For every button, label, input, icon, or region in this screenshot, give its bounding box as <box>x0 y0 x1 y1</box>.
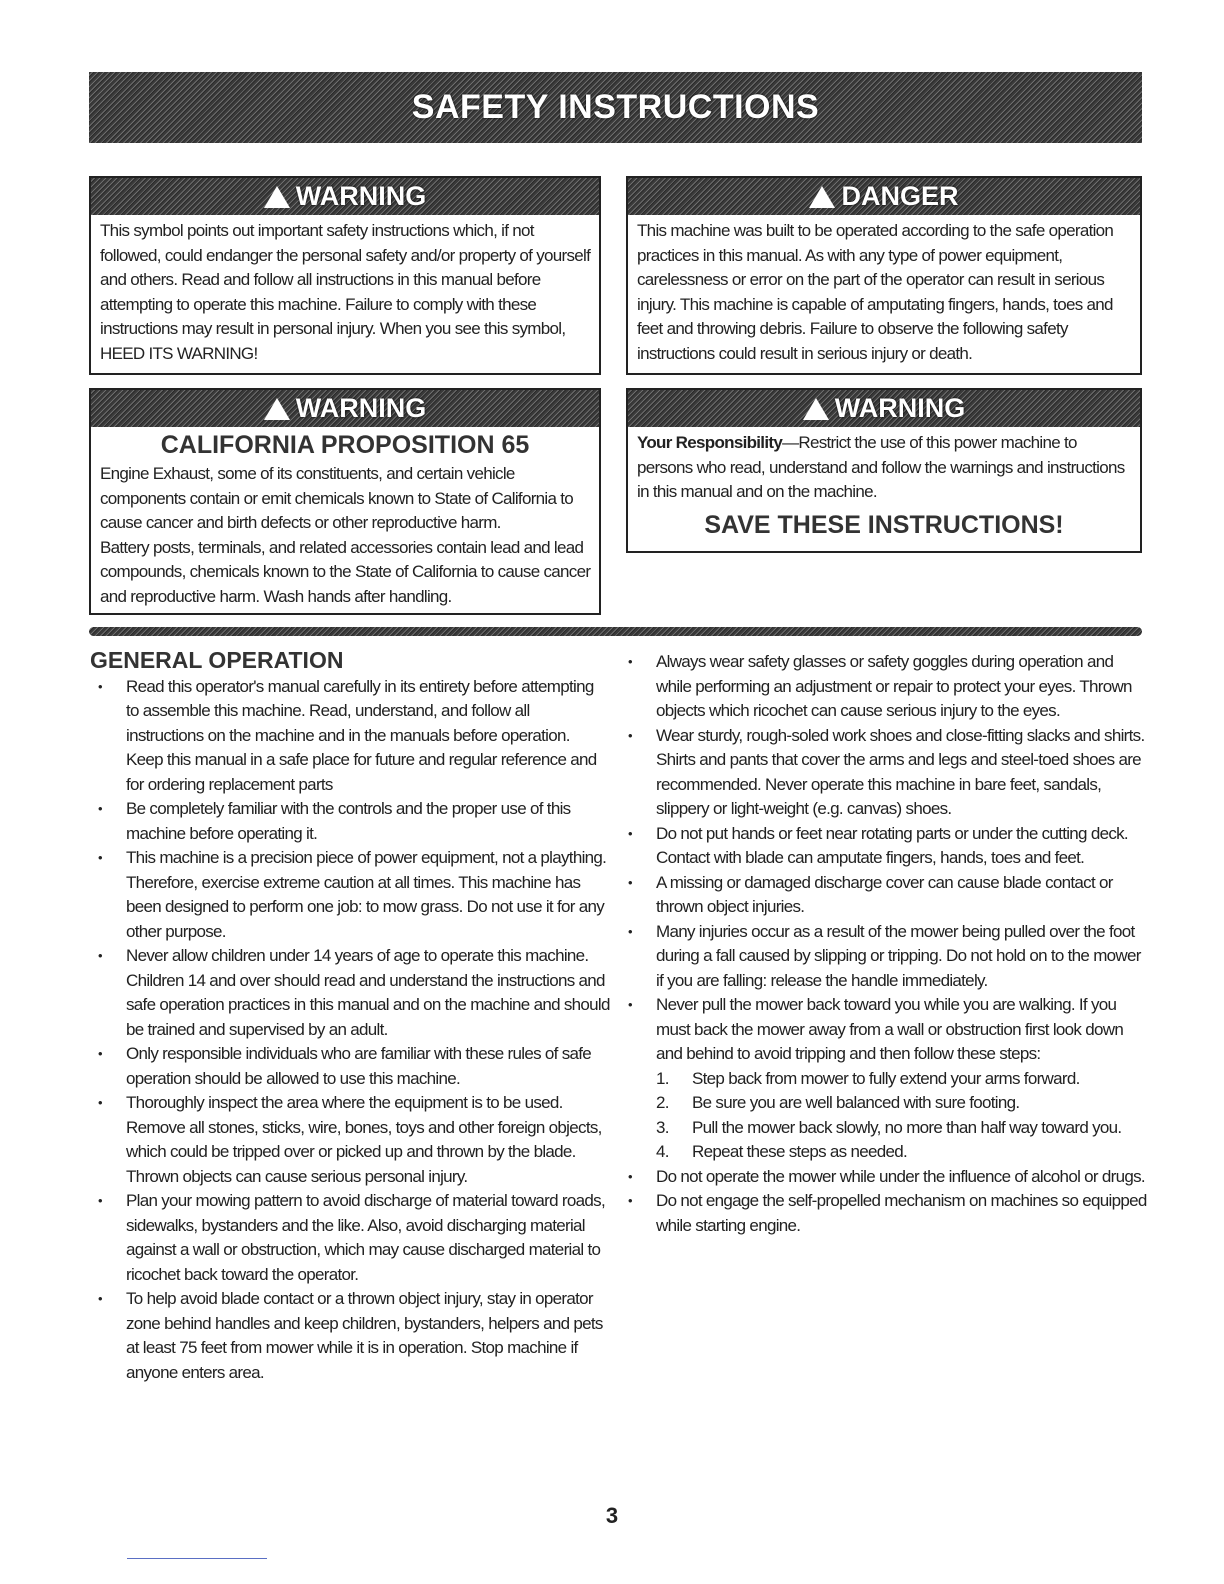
warning-label: WARNING <box>295 181 427 211</box>
responsibility-lead: Your Responsibility <box>637 433 783 452</box>
list-item: • Always wear safety glasses or safety goggles during operation and while performing an adjustment or repair to protect your eyes. Thrown objects which ricochet can cause serious injury to the eyes. <box>620 650 1148 724</box>
list-item: • Do not operate the mower while under the influence of alcohol or drugs. <box>620 1165 1148 1190</box>
left-column <box>90 648 610 1385</box>
list-item: • Be completely familiar with the controls and the proper use of this machine before operating it. <box>90 797 610 846</box>
bullet-list <box>620 1165 1148 1239</box>
step-item <box>620 1116 1148 1141</box>
section-heading: GENERAL OPERATION <box>90 647 344 673</box>
list-item: • Wear sturdy, rough-soled work shoes and close-fitting slacks and shirts. Shirts and pants that cover the arms and legs and steel-toed shoes are recommended. Never operate this machine in bare feet, sandals, slippery or light-weight (e.g. canvas) shoes. <box>620 724 1148 822</box>
list-item: • Do not engage the self-propelled mechanism on machines so equipped while starting engine. <box>620 1189 1148 1238</box>
step-number: 3. <box>656 1117 669 1137</box>
responsibility-text: —Restrict the use of this power machine to persons who read, understand and follow the warnings and instructions in this manual and on the machine. <box>637 433 1125 501</box>
warning-label: WARNING <box>295 393 427 423</box>
step-number: 4. <box>656 1142 669 1161</box>
danger-label: DANGER <box>841 181 959 211</box>
step-number: 2. <box>656 1093 669 1112</box>
step-text: Be sure you are well balanced with sure footing. <box>692 1093 1020 1112</box>
list-item: • Thoroughly inspect the area where the equipment is to be used. Remove all stones, sticks, wire, bones, toys and other foreign objects, which could be tripped over or picked up and thrown by the blade. Thrown objects can cause serious personal injury. <box>90 1091 610 1189</box>
list-item: • Only responsible individuals who are familiar with these rules of safe operation should be allowed to use this machine. <box>90 1042 610 1091</box>
prop65-para-2: Battery posts, terminals, and related accessories contain lead and lead compounds, chemicals known to the State of California to cause cancer and reproductive harm. Wash hands after handling. <box>100 537 591 606</box>
danger-text: This machine was built to be operated according to the safe operation practices in this manual. As with any type of power equipment, carelessness or error on the part of the operator can result in serious injury. This machine is capable of amputating fingers, hands, toes and feet and throwing debris. Failure to observe the following safety instructions could result in serious injury or death. <box>637 221 1114 363</box>
warning-triangle-icon <box>809 186 835 208</box>
step-number: 1. <box>656 1068 669 1088</box>
step-item <box>620 1091 1148 1116</box>
warning-text: This symbol points out important safety instructions which, if not followed, could endanger the personal safety and/or property of yourself and others. Read and follow all instructions in this manual before attempting to operate this machine. Failure to comply with these instructions may result in personal injury. When you see this symbol, HEED ITS WARNING! <box>100 221 591 363</box>
step-text: Step back from mower to fully extend your arms forward. <box>692 1068 1080 1088</box>
prop65-para-1: Engine Exhaust, some of its constituents, and certain vehicle components contain or emit chemicals known to State of California to cause cancer and birth defects or other reproductive harm. <box>100 464 574 532</box>
list-item: • Never allow children under 14 years of age to operate this machine. Children 14 and over should read and understand the instructions and safe operation practices in this manual and on the machine and should be trained and supervised by an adult. <box>90 944 610 1042</box>
step-item <box>620 1067 1148 1092</box>
warning-box-responsibility <box>626 388 1142 553</box>
step-text: Pull the mower back slowly, no more than half way toward you. <box>692 1117 1122 1137</box>
list-item: • Plan your mowing pattern to avoid discharge of material toward roads, sidewalks, bystanders and the like. Also, avoid discharging material against a wall or obstruction, which may cause discharged material to ricochet back toward the operator. <box>90 1189 610 1287</box>
step-text: Repeat these steps as needed. <box>692 1142 908 1161</box>
warning-header <box>91 178 599 215</box>
warning-triangle-icon <box>803 398 829 420</box>
warning-label: WARNING <box>834 393 966 423</box>
danger-header <box>628 178 1140 215</box>
warning-triangle-icon <box>264 186 290 208</box>
divider-bar <box>89 627 1142 636</box>
bullet-list <box>90 675 610 1386</box>
page-title: SAFETY INSTRUCTIONS <box>411 88 820 126</box>
steps-list <box>620 1067 1148 1165</box>
list-item: • Never pull the mower back toward you while you are walking. If you must back the mower away from a wall or obstruction first look down and behind to avoid tripping and then follow these steps: <box>620 993 1148 1067</box>
section-header <box>89 72 1142 143</box>
list-item: • Do not put hands or feet near rotating parts or under the cutting deck. Contact with blade can amputate fingers, hands, toes and feet. <box>620 822 1148 871</box>
list-item: • A missing or damaged discharge cover can cause blade contact or thrown object injuries. <box>620 871 1148 920</box>
save-instructions: SAVE THESE INSTRUCTIONS! <box>704 510 1064 539</box>
warning-box-symbol <box>89 176 601 375</box>
list-item: • To help avoid blade contact or a thrown object injury, stay in operator zone behind handles and keep children, bystanders, helpers and pets at least 75 feet from mower while it is in operation. Stop machine if anyone enters area. <box>90 1287 610 1385</box>
right-column <box>620 650 1148 1238</box>
footer-line <box>127 1558 267 1559</box>
warning-triangle-icon <box>264 398 290 420</box>
warning-header <box>91 390 599 427</box>
bullet-list <box>620 650 1148 1067</box>
danger-box <box>626 176 1142 375</box>
warning-box-prop65 <box>89 388 601 615</box>
prop65-title: CALIFORNIA PROPOSITION 65 <box>160 431 530 459</box>
page-number: 3 <box>605 1503 619 1528</box>
list-item: • Read this operator's manual carefully in its entirety before attempting to assemble this machine. Read, understand, and follow all instructions on the machine and in the manuals before operation. Keep this manual in a safe place for future and regular reference and for ordering replacement parts <box>90 675 610 798</box>
list-item: • This machine is a precision piece of power equipment, not a plaything. Therefore, exercise extreme caution at all times. This machine has been designed to perform one job: to mow grass. Do not use it for any other purpose. <box>90 846 610 944</box>
step-item <box>620 1140 1148 1165</box>
warning-header <box>628 390 1140 427</box>
list-item: • Many injuries occur as a result of the mower being pulled over the foot during a fall caused by slipping or tripping. Do not hold on to the mower if you are falling: release the handle immediately. <box>620 920 1148 994</box>
